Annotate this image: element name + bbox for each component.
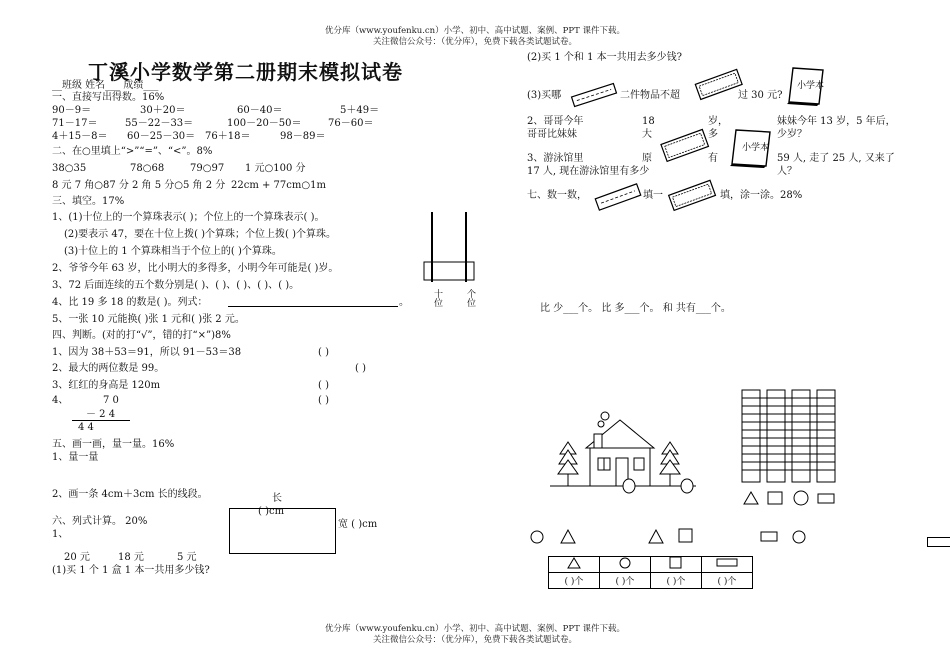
s3-heading: 三、填空。17% [52,196,125,207]
count-header-circle [600,557,651,573]
book-icon [787,66,827,106]
s6-q2-c: 岁， [708,116,728,127]
s6-q1b: (2)买 1 个和 1 本一共用去多少钱? [527,52,682,63]
footer-line-1: 优分库（www.youfenku.cn）小学、初中、高中试题、案例、PPT 课件下载。 [325,624,625,634]
s1-r1c1: 90－9＝ [52,105,92,116]
s6-q1c-a: (3)买哪 [527,90,562,101]
s2-heading: 二、在○里填上“>”“=”、“<”。8% [52,146,213,157]
rect-width-label[interactable]: 宽 ( )cm [338,519,378,530]
s2-r1c4: 1 元○100 分 [245,163,306,174]
pencil-case-icon-2 [661,128,711,164]
s4-item-1: 1、因为 38＋53＝91，所以 91－53＝38 [52,347,242,358]
s6-q2-b: 18 [642,116,655,127]
s1-r3c4: 98－89＝ [280,131,326,142]
block-towers [738,388,842,506]
vertical-calc-top: 7 0 [103,395,119,406]
edge-rectangle [927,537,950,547]
s2-r1c3: 79○97 [190,163,225,174]
s4-paren-3[interactable]: ( ) [318,380,329,391]
s5-heading: 五、画一画，量一量。16% [52,439,175,450]
s4-heading: 四、判断。(对的打“√”，错的打“×”)8% [52,330,231,341]
s2-r1c1: 38○35 [52,163,87,174]
s1-r2c1: 71－17＝ [52,118,98,129]
s6-q2-f: 大 [642,129,652,140]
s6-q3-f: 人？ [777,166,797,177]
s6-q2-e: 哥哥比妹妹 [527,129,577,140]
s1-r2c4: 76－60＝ [328,118,374,129]
s5-q1: 1、量一量 [52,452,99,463]
s2-r1c2: 78○68 [130,163,165,174]
count-cell-circle[interactable]: ( )个 [600,573,651,589]
count-cell-triangle[interactable]: ( )个 [549,573,600,589]
s4-paren-2[interactable]: ( ) [355,363,366,374]
abacus-tens-label: 十位 [432,289,442,307]
s1-r3c2: 60－25－30＝ [127,131,196,142]
s5-q2: 2、画一条 4cm＋3cm 长的线段。 [52,489,208,500]
s1-r2c2: 55－22－33＝ [125,118,194,129]
s6-q3-d: 59 人, 走了 25 人, 又来了 [777,153,895,164]
s1-r1c2: 30＋20＝ [140,105,186,116]
s3-q3: 3、72 后面连续的五个数分别是( )、( )、( )、( )、( )。 [52,280,300,291]
s1-r1c4: 5＋49＝ [340,105,380,116]
s4-paren-1[interactable]: ( ) [318,347,329,358]
s3-q2: 2、爷爷今年 63 岁，比小明大的多得多，小明今年可能是( )岁。 [52,263,339,274]
count-header-triangle [549,557,600,573]
vertical-calc-sub: － 2 4 [86,409,116,420]
s7-compare: 比 少___个。 比 多___个。 和 共有___个。 [540,303,731,314]
vertical-calc-result: 4 4 [78,422,94,433]
s3-q4-end: 。 [399,297,409,308]
book-icon-label: 小学本 [797,81,825,91]
s3-q4-answer-line[interactable] [228,306,398,307]
s6-q1-label: 1、 [52,529,69,540]
s1-heading: 一、直接写出得数。16% [52,92,165,103]
s6-q3-a: 3、游泳馆里 [527,153,584,164]
book-icon-2 [730,128,774,168]
house-extra-shapes [621,478,701,496]
s6-q2-a: 2、哥哥今年 [527,116,584,127]
abacus-ones-label: 个位 [465,289,475,307]
count-cell-rectangle[interactable]: ( )个 [702,573,753,589]
vertical-calc-line [72,420,130,421]
s7-heading-b: 填一 [643,190,663,201]
price-2: 18 元 [118,552,144,563]
shape-row [527,526,817,548]
footer-line-2: 关注微信公众号：（优分库），免费下载各类试题试卷。 [372,635,577,645]
s1-r1c3: 60－40＝ [237,105,283,116]
s2-r2c1: 8 元 7 角○87 分 [52,180,129,191]
student-info: __班级 姓名___ 成绩___ [52,80,159,91]
price-3: 5 元 [177,552,197,563]
s3-q4: 4、比 19 多 18 的数是( )。列式： [52,297,208,308]
s6-q3-e: 17 人, 现在游泳馆里有多少 [527,166,650,177]
measure-rectangle [229,508,336,554]
s6-q2-h: 少岁？ [777,129,807,140]
s1-r3c3: 76＋18＝ [205,131,251,142]
s6-q3-c: 有 [708,153,718,164]
s6-q3-b: 原 [642,153,652,164]
rect-length-label: 长 [272,493,282,504]
header-line-1: 优分库（www.youfenku.cn）小学、初中、高中试题、案例、PPT 课件下载。 [325,26,625,36]
count-header-rectangle [702,557,753,573]
s4-item-3: 3、红红的身高是 120m [52,380,161,391]
s3-q1b: (2)要表示 47，要在十位上拨( )个算珠；个位上拨( )个算珠。 [64,229,337,240]
pencil-icon-2 [592,184,644,210]
rect-length-blank[interactable]: ( )cm [258,506,285,517]
page-title: 丁溪小学数学第二册期末模拟试卷 [88,60,403,84]
count-header-square [651,557,702,573]
s3-q5: 5、一张 10 元能换( )张 1 元和( )张 2 元。 [52,314,245,325]
header-line-2: 关注微信公众号：（优分库），免费下载各类试题试卷。 [372,37,577,47]
s1-r3c1: 4＋15－8＝ [52,131,108,142]
s1-r2c3: 100－20－50＝ [227,118,302,129]
price-1: 20 元 [64,552,90,563]
pencil-icon [568,84,620,106]
pencil-case-icon-3 [667,180,719,210]
s4-item-2: 2、最大的两位数是 99。 [52,363,165,374]
s6-q2-g: 多 [708,129,718,140]
s6-q1c-b: 二件物品不超 [620,90,680,101]
count-table [548,556,753,589]
book-icon-2-label: 小学本 [742,143,770,153]
s2-r2c2: 2 角 5 分○5 角 2 分 [132,180,226,191]
s6-q1a: (1)买 1 个 1 盒 1 本一共用多少钱? [52,565,210,576]
s7-heading-c: 填，涂一涂。28% [720,190,803,201]
s3-q1c: (3)十位上的 1 个算珠相当于个位上的( )个算珠。 [64,246,282,257]
s6-q2-d: 妹妹今年 13 岁，5 年后， [777,116,896,127]
s6-heading: 六、列式计算。 20% [52,516,148,527]
s3-q1: 1、(1)十位上的一个算珠表示( )；个位上的一个算珠表示( )。 [52,212,325,223]
count-cell-square[interactable]: ( )个 [651,573,702,589]
s4-paren-4[interactable]: ( ) [318,395,329,406]
s7-heading-a: 七、数一数， [527,190,587,201]
s2-r2c3: 22cm + 77cm○1m [231,180,326,191]
s4-item-4: 4、 [52,395,69,406]
s6-q1c-c: 过 30 元? [738,90,783,101]
